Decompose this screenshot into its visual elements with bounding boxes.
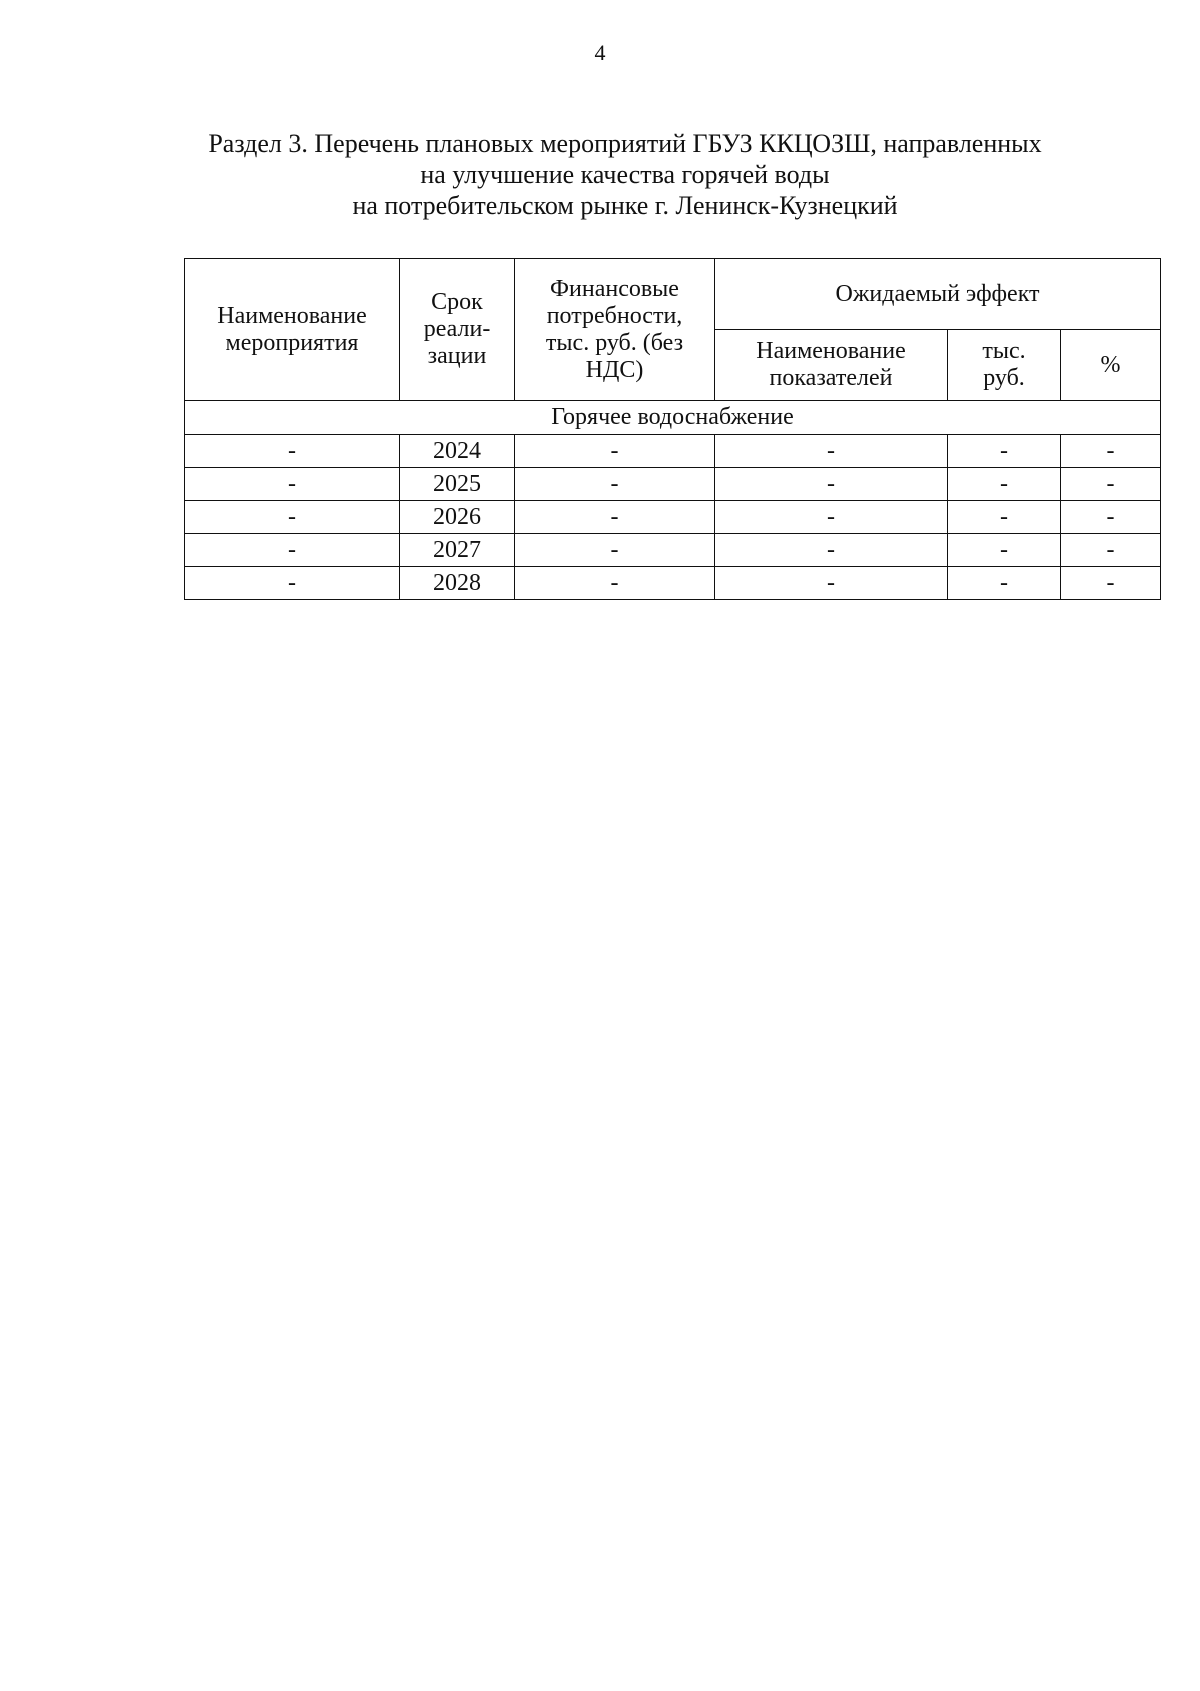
table-row	[185, 501, 1161, 534]
page-number: 4	[594, 40, 606, 65]
cell-indicators: -	[715, 534, 948, 567]
cell-indicators: -	[715, 468, 948, 501]
cell-name: -	[185, 501, 400, 534]
title-line-3: на потребительском рынке г. Ленинск-Кузнецкий	[352, 191, 898, 220]
table-row	[185, 435, 1161, 468]
title-line-2: на улучшение качества горячей воды	[420, 160, 830, 189]
cell-finance: -	[515, 501, 715, 534]
cell-pct: -	[1061, 534, 1161, 567]
header-name: Наименование мероприятия	[185, 259, 400, 401]
cell-rub: -	[948, 567, 1061, 600]
cell-finance: -	[515, 567, 715, 600]
table-row	[185, 567, 1161, 600]
cell-year: 2027	[400, 534, 515, 567]
header-percent: %	[1061, 330, 1161, 401]
cell-year: 2028	[400, 567, 515, 600]
cell-rub: -	[948, 534, 1061, 567]
section-title	[100, 128, 1150, 221]
cell-indicators: -	[715, 567, 948, 600]
cell-name: -	[185, 534, 400, 567]
header-row-1	[185, 259, 1161, 330]
cell-year: 2026	[400, 501, 515, 534]
title-line-1: Раздел 3. Перечень плановых мероприятий ГБУЗ ККЦОЗШ, направленных	[208, 129, 1042, 158]
table-row	[185, 534, 1161, 567]
header-thousand-rub: тыс. руб.	[948, 330, 1061, 401]
cell-name: -	[185, 468, 400, 501]
header-expected-effect: Ожидаемый эффект	[715, 259, 1161, 330]
cell-name: -	[185, 567, 400, 600]
cell-year: 2025	[400, 468, 515, 501]
section-label: Горячее водоснабжение	[185, 401, 1161, 435]
cell-rub: -	[948, 501, 1061, 534]
cell-finance: -	[515, 435, 715, 468]
cell-pct: -	[1061, 501, 1161, 534]
cell-name: -	[185, 435, 400, 468]
cell-indicators: -	[715, 501, 948, 534]
cell-rub: -	[948, 435, 1061, 468]
cell-pct: -	[1061, 567, 1161, 600]
cell-rub: -	[948, 468, 1061, 501]
cell-pct: -	[1061, 468, 1161, 501]
cell-pct: -	[1061, 435, 1161, 468]
measures-table	[184, 258, 1161, 600]
cell-finance: -	[515, 468, 715, 501]
section-row	[185, 401, 1161, 435]
header-indicators: Наименование показателей	[715, 330, 948, 401]
header-finance: Финансовые потребности, тыс. руб. (без НДС)	[515, 259, 715, 401]
table-row	[185, 468, 1161, 501]
cell-indicators: -	[715, 435, 948, 468]
cell-finance: -	[515, 534, 715, 567]
cell-year: 2024	[400, 435, 515, 468]
header-term: Срок реали-зации	[400, 259, 515, 401]
